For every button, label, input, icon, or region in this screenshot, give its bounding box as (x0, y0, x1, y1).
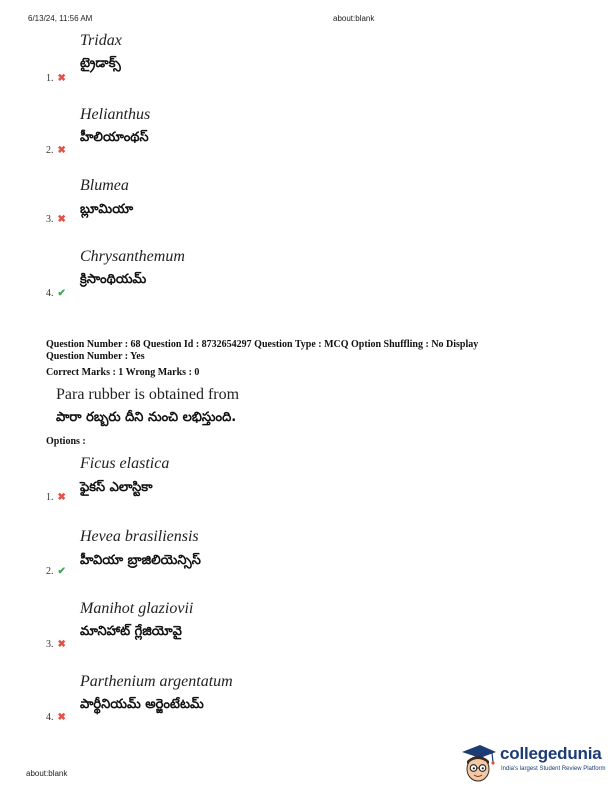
question-marks: Correct Marks : 1 Wrong Marks : 0 (46, 367, 200, 378)
option-4-telugu: పార్థీనియమ్ అర్జెంటేటమ్ (80, 697, 204, 712)
prev-option-2-english: Helianthus (80, 106, 151, 123)
option-2-telugu: హీవియా బ్రాజిలియెన్సిస్ (80, 553, 201, 568)
prev-option-1-english: Tridax (80, 32, 122, 49)
question-text-english: Para rubber is obtained from (56, 386, 240, 403)
prev-option-2-number: 2. ✖ (46, 145, 66, 156)
option-1-english: Ficus elastica (80, 455, 170, 472)
wrong-mark-icon: ✖ (57, 145, 66, 156)
prev-option-3-english: Blumea (80, 177, 129, 194)
prev-option-1-telugu: ట్రైడాక్స్ (80, 56, 121, 71)
option-1-telugu: ఫైకస్ ఎలాస్టికా (80, 480, 153, 495)
option-4-number: 4. ✖ (46, 712, 66, 723)
question-meta-line1: Question Number : 68 Question Id : 8732654297 Question Type : MCQ Option Shuffling : No Display (46, 339, 479, 350)
correct-mark-icon: ✔ (57, 566, 66, 577)
prev-option-4-english: Chrysanthemum (80, 248, 185, 265)
option-2-number: 2. ✔ (46, 566, 66, 577)
correct-mark-icon: ✔ (57, 288, 66, 299)
prev-option-4-telugu: క్రిసాంథియమ్ (80, 272, 147, 287)
print-footer-url: about:blank (26, 769, 68, 778)
collegedunia-logo (458, 742, 608, 788)
option-1-number: 1. ✖ (46, 492, 66, 503)
option-3-number: 3. ✖ (46, 639, 66, 650)
question-meta-line2: Question Number : Yes (46, 351, 145, 362)
question-text-telugu: పారా రబ్బరు దీని నుంచి లభిస్తుంది. (56, 410, 237, 425)
wrong-mark-icon: ✖ (57, 214, 66, 225)
prev-option-2-telugu: హీలియాంథస్ (80, 130, 149, 145)
print-timestamp: 6/13/24, 11:56 AM (28, 14, 93, 23)
prev-option-3-number: 3. ✖ (46, 214, 66, 225)
logo-tagline: India's largest Student Review Platform (501, 766, 606, 772)
wrong-mark-icon: ✖ (57, 492, 66, 503)
prev-option-4-number: 4. ✔ (46, 288, 66, 299)
option-4-english: Parthenium argentatum (80, 673, 233, 690)
option-2-english: Hevea brasiliensis (80, 528, 199, 545)
print-page-title: about:blank (333, 14, 375, 23)
option-3-telugu: మానిహాట్ గ్లేజియోవై (80, 624, 182, 639)
logo-wordmark: collegedunia (500, 744, 602, 763)
prev-option-3-telugu: బ్లూమియా (80, 202, 134, 217)
option-3-english: Manihot glaziovii (80, 600, 194, 617)
prev-option-1-number: 1. ✖ (46, 73, 66, 84)
wrong-mark-icon: ✖ (57, 639, 66, 650)
options-label: Options : (46, 436, 86, 447)
wrong-mark-icon: ✖ (57, 73, 66, 84)
student-mascot-icon (458, 742, 498, 786)
wrong-mark-icon: ✖ (57, 712, 66, 723)
